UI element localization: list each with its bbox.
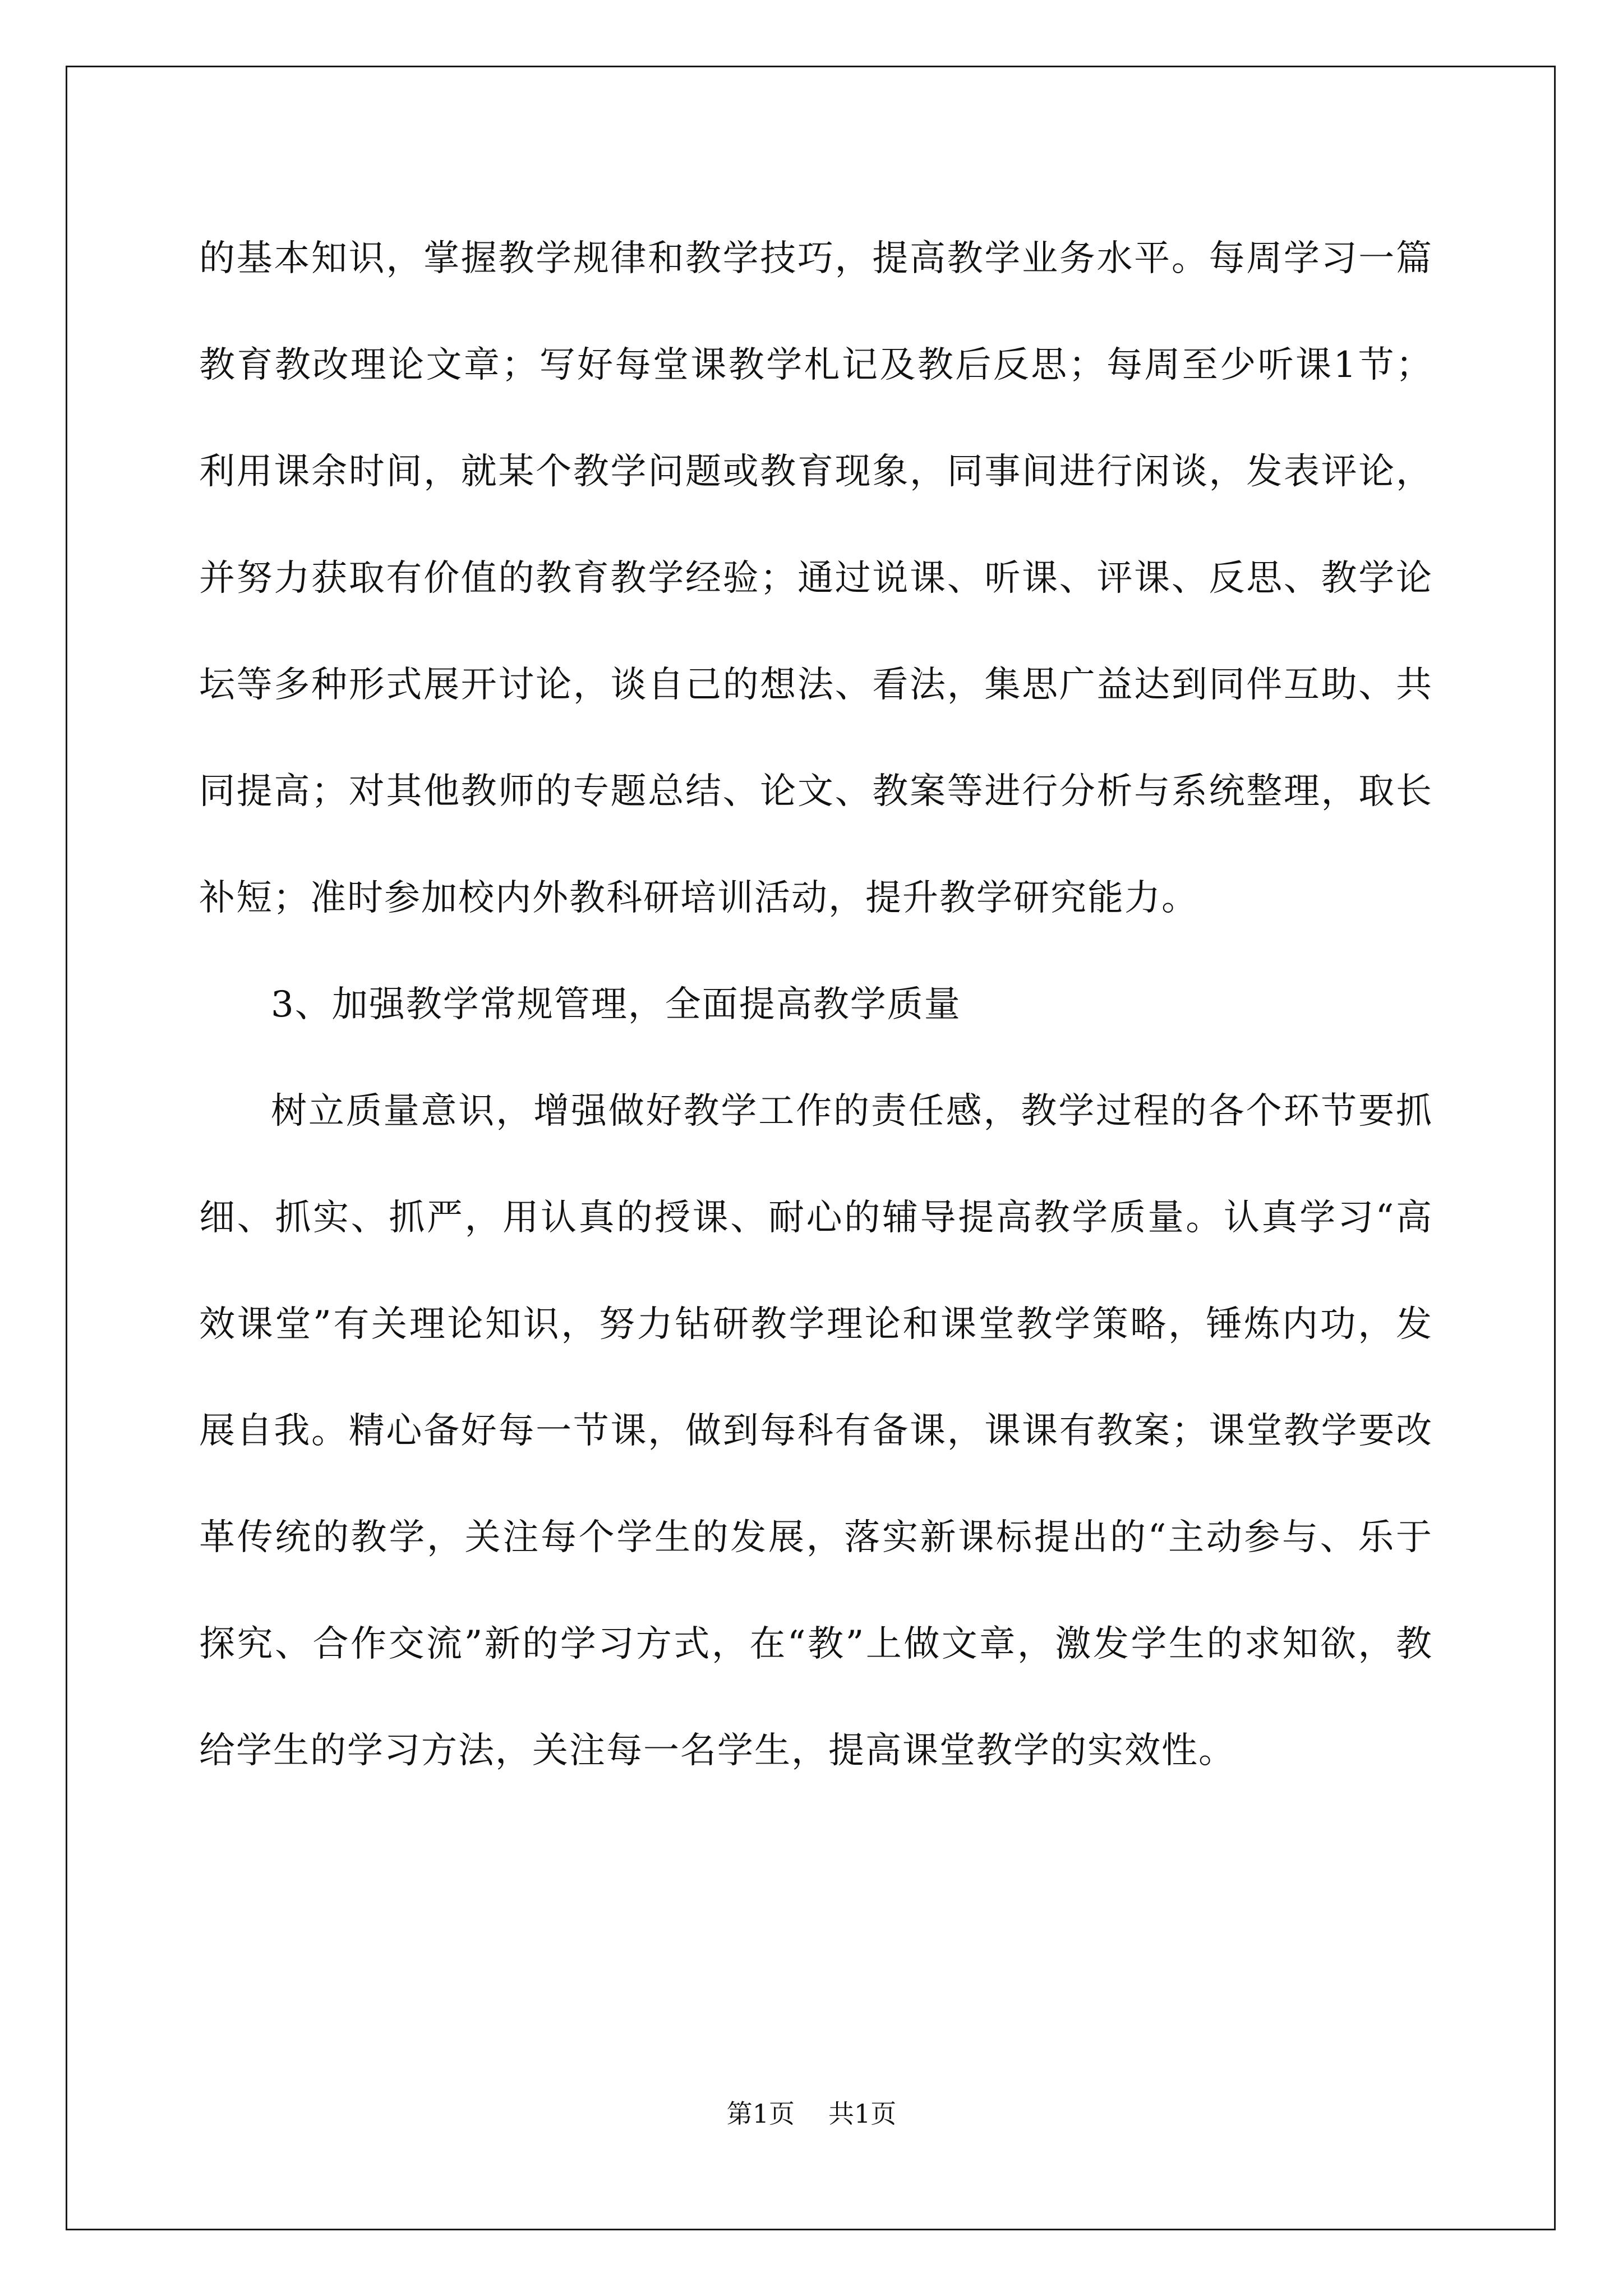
document-body bbox=[199, 205, 1433, 1804]
paragraph-teaching-quality: 树立质量意识，增强做好教学工作的责任感，教学过程的各个环节要抓细、抓实、抓严，用认真的授课、耐心的辅导提高教学质量。认真学习“高效课堂”有关理论知识，努力钻研教学理论和课堂教学策略，锤炼内功，发展自我。精心备好每一节课，做到每科有备课，课课有教案；课堂教学要改革传统的教学，关注每个学生的发展，落实新课标提出的“主动参与、乐于探究、合作交流”新的学习方式，在“教”上做文章，激发学生的求知欲，教给学生的学习方法，关注每一名学生，提高课堂教学的实效性。 bbox=[199, 1091, 1433, 1772]
paragraph-study-habits: 的基本知识，掌握教学规律和教学技巧，提高教学业务水平。每周学习一篇教育教改理论文章；写好每堂课教学札记及教后反思；每周至少听课1节；利用课余时间，就某个教学问题或教育现象，同事间进行闲谈，发表评论，并努力获取有价值的教育教学经验；通过说课、听课、评课、反思、教学论坛等多种形式展开讨论，谈自己的想法、看法，集思广益达到同伴互助、共同提高；对其他教师的专题总结、论文、教案等进行分析与系统整理，取长补短；准时参加校内外教科研培训活动，提升教学研究能力。 bbox=[199, 238, 1433, 919]
page-number: 第1页 bbox=[726, 2099, 795, 2129]
section-heading-3: 3、加强教学常规管理，全面提高教学质量 bbox=[271, 984, 961, 1025]
page-footer bbox=[0, 2097, 1623, 2131]
page-total: 共1页 bbox=[828, 2099, 897, 2129]
